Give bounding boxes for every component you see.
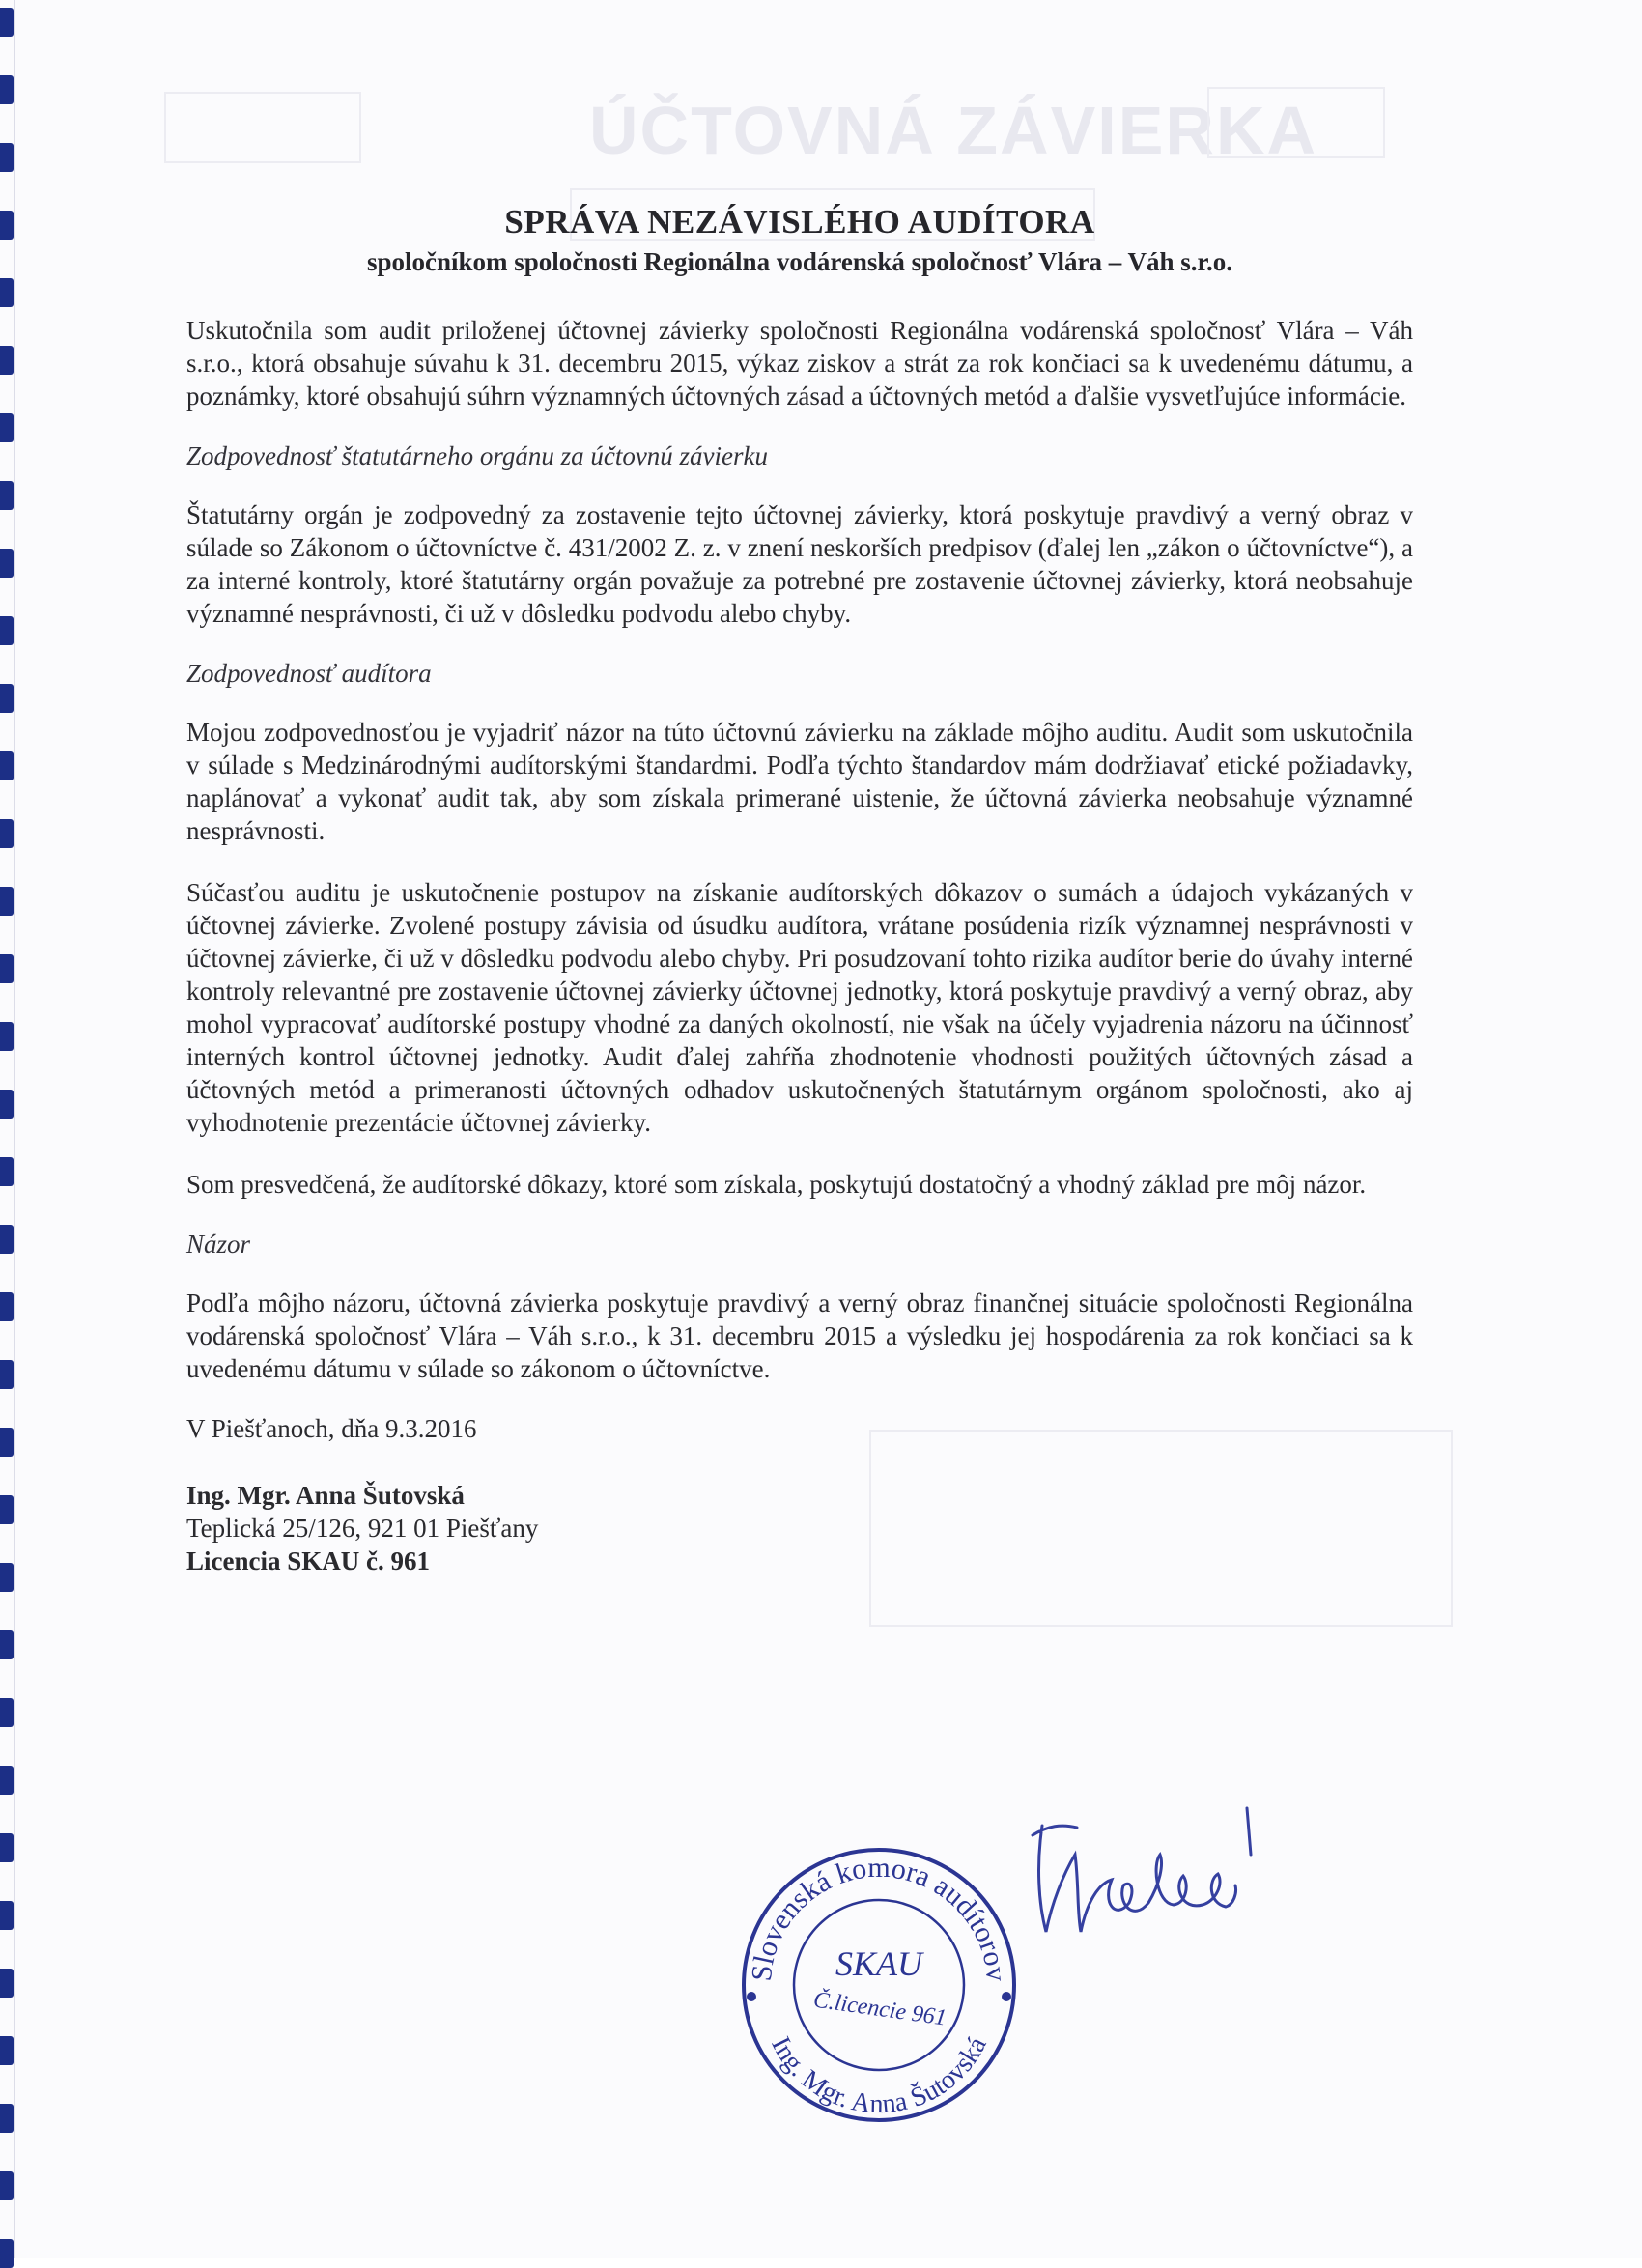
binding-tick bbox=[0, 2171, 14, 2200]
binding-tick bbox=[0, 1630, 14, 1659]
stamp-abbr: SKAU bbox=[835, 1944, 922, 1983]
handwritten-signature bbox=[1019, 1797, 1270, 1961]
auditor-paragraph-1: Mojou zodpovednosťou je vyjadriť názor na túto účtovnú závierku na základe môjho auditu. Audit som uskutočnila v súlade s Medzinárodnými audítorskými štandardmi. Podľa týchto štandardov mám dodržiavať etické požiadavky, naplánovať a vykonať audit tak, aby som získala primerané uistenie, že účtovná závierka neobsahuje významné nesprávnosti. bbox=[186, 718, 1413, 845]
binding-tick bbox=[0, 1563, 14, 1592]
show-through-box bbox=[164, 92, 361, 163]
binding-tick bbox=[0, 954, 14, 983]
binding-tick bbox=[0, 1225, 14, 1254]
binding-edge bbox=[14, 0, 15, 2258]
section-heading-management: Zodpovednosť štatutárneho orgánu za účtovnú závierku bbox=[186, 441, 769, 470]
place-date: V Piešťanoch, dňa 9.3.2016 bbox=[186, 1414, 477, 1443]
binding-tick bbox=[0, 684, 14, 713]
intro-paragraph: Uskutočnila som audit priloženej účtovnej závierky spoločnosti Regionálna vodárenská spoločnosť Vlára – Váh s.r.o., ktorá obsahuje súvahu k 31. decembru 2015, výkaz ziskov a strát za rok končiaci sa k uvedenému dátumu, a poznámky, ktoré obsahujú súhrn významných účtovných zásad a účtovných metód a ďalšie vysvetľujúce informácie. bbox=[186, 316, 1413, 411]
binding-tick bbox=[0, 1766, 14, 1795]
report-subtitle: spoločníkom spoločnosti Regionálna vodárenská spoločnosť Vlára – Váh s.r.o. bbox=[367, 247, 1232, 276]
signature-mark bbox=[1247, 1808, 1251, 1855]
binding-tick bbox=[0, 887, 14, 916]
binding-tick bbox=[0, 549, 14, 578]
signature-stroke bbox=[1033, 1826, 1236, 1932]
binding-tick bbox=[0, 143, 14, 172]
section-heading-auditor: Zodpovednosť audítora bbox=[186, 659, 432, 688]
binding-tick bbox=[0, 1360, 14, 1389]
binding-tick bbox=[0, 278, 14, 307]
auditor-license: Licencia SKAU č. 961 bbox=[186, 1546, 430, 1575]
show-through-title: ÚČTOVNÁ ZÁVIERKA bbox=[589, 93, 1318, 168]
binding-tick bbox=[0, 2104, 14, 2133]
stamp-outer-text: Slovenská komora audítorov bbox=[745, 1851, 1013, 1983]
binding-tick bbox=[0, 1022, 14, 1051]
stamp-dot-left bbox=[747, 1992, 756, 2001]
binding-tick bbox=[0, 2239, 14, 2268]
binding-tick bbox=[0, 616, 14, 645]
auditor-address: Teplická 25/126, 921 01 Piešťany bbox=[186, 1514, 539, 1543]
binding-tick bbox=[0, 1292, 14, 1321]
opinion-paragraph: Podľa môjho názoru, účtovná závierka poskytuje pravdivý a verný obraz finančnej situácie spoločnosti Regionálna vodárenská spoločnosť Vlára – Váh s.r.o., k 31. decembru 2015 a výsledku jej hospodárenia za rok končiaci sa k uvedenému dátumu v súlade so zákonom o účtovníctve. bbox=[186, 1289, 1413, 1383]
binding-tick bbox=[0, 1901, 14, 1930]
binding-tick bbox=[0, 1495, 14, 1524]
auditor-name: Ing. Mgr. Anna Šutovská bbox=[186, 1481, 465, 1510]
auditor-paragraph-2: Súčasťou auditu je uskutočnenie postupov na získanie audítorských dôkazov o sumách a údajoch vykázaných v účtovnej závierke. Zvolené postupy závisia od úsudku audítora, vrátane posúdenia rizík významnej nesprávnosti v účtovnej závierke, či už v dôsledku podvodu alebo chyby. Pri posudzovaní tohto rizika audítor berie do úvahy interné kontroly relevantné pre zostavenie účtovnej závierky účtovnej jednotky, ktorá poskytuje pravdivý a verný obraz, aby mohol vypracovať audítorské postupy vhodné za daných okolností, nie však na účely vyjadrenia názoru na účinnosť interných kontrol účtovnej jednotky. Audit ďalej zahŕňa zhodnotenie vhodnosti použitých účtovných zásad a účtovných metód a primeranosti účtovných odhadov uskutočnených štatutárnym orgánom spoločnosti, ako aj vyhodnotenie prezentácie účtovnej závierky. bbox=[186, 878, 1413, 1137]
auditor-stamp bbox=[734, 1840, 1024, 2130]
binding-strip bbox=[0, 0, 14, 2258]
binding-tick bbox=[0, 751, 14, 780]
binding-tick bbox=[0, 481, 14, 510]
report-title: SPRÁVA NEZÁVISLÉHO AUDÍTORA bbox=[504, 203, 1095, 241]
section-heading-opinion: Názor bbox=[186, 1230, 251, 1259]
binding-tick bbox=[0, 1157, 14, 1186]
binding-tick bbox=[0, 1969, 14, 1998]
stamp-license: Č.licencie 961 bbox=[811, 1987, 948, 2031]
binding-tick bbox=[0, 346, 14, 375]
management-paragraph: Štatutárny orgán je zodpovedný za zostavenie tejto účtovnej závierky, ktorá poskytuje pravdivý a verný obraz v súlade so Zákonom o účtovníctve č. 431/2002 Z. z. v znení neskorších predpisov (ďalej len „zákon o účtovníctve“), a za interné kontroly, ktoré štatutárny orgán považuje za potrebné pre zostavenie účtovnej závierky, ktorá neobsahuje významné nesprávnosti, či už v dôsledku podvodu alebo chyby. bbox=[186, 500, 1413, 628]
stamp-outer-ring bbox=[744, 1850, 1014, 2120]
binding-tick bbox=[0, 8, 14, 37]
binding-tick bbox=[0, 1833, 14, 1862]
auditor-signature-block bbox=[186, 1479, 1413, 1577]
show-through-box bbox=[1207, 87, 1385, 158]
binding-tick bbox=[0, 819, 14, 848]
binding-tick bbox=[0, 2036, 14, 2065]
auditor-paragraph-3: Som presvedčená, že audítorské dôkazy, ktoré som získala, poskytujú dostatočný a vhodný základ pre môj názor. bbox=[186, 1170, 1367, 1199]
stamp-dot-right bbox=[1002, 1992, 1011, 2001]
report-body bbox=[186, 203, 1413, 1577]
binding-tick bbox=[0, 1428, 14, 1457]
binding-tick bbox=[0, 1090, 14, 1119]
stamp-inner-ring bbox=[794, 1900, 964, 2070]
binding-tick bbox=[0, 75, 14, 104]
binding-tick bbox=[0, 211, 14, 240]
stamp-name-text: Ing. Mgr. Anna Šutovská bbox=[765, 2031, 993, 2120]
binding-tick bbox=[0, 1698, 14, 1727]
binding-tick bbox=[0, 413, 14, 442]
